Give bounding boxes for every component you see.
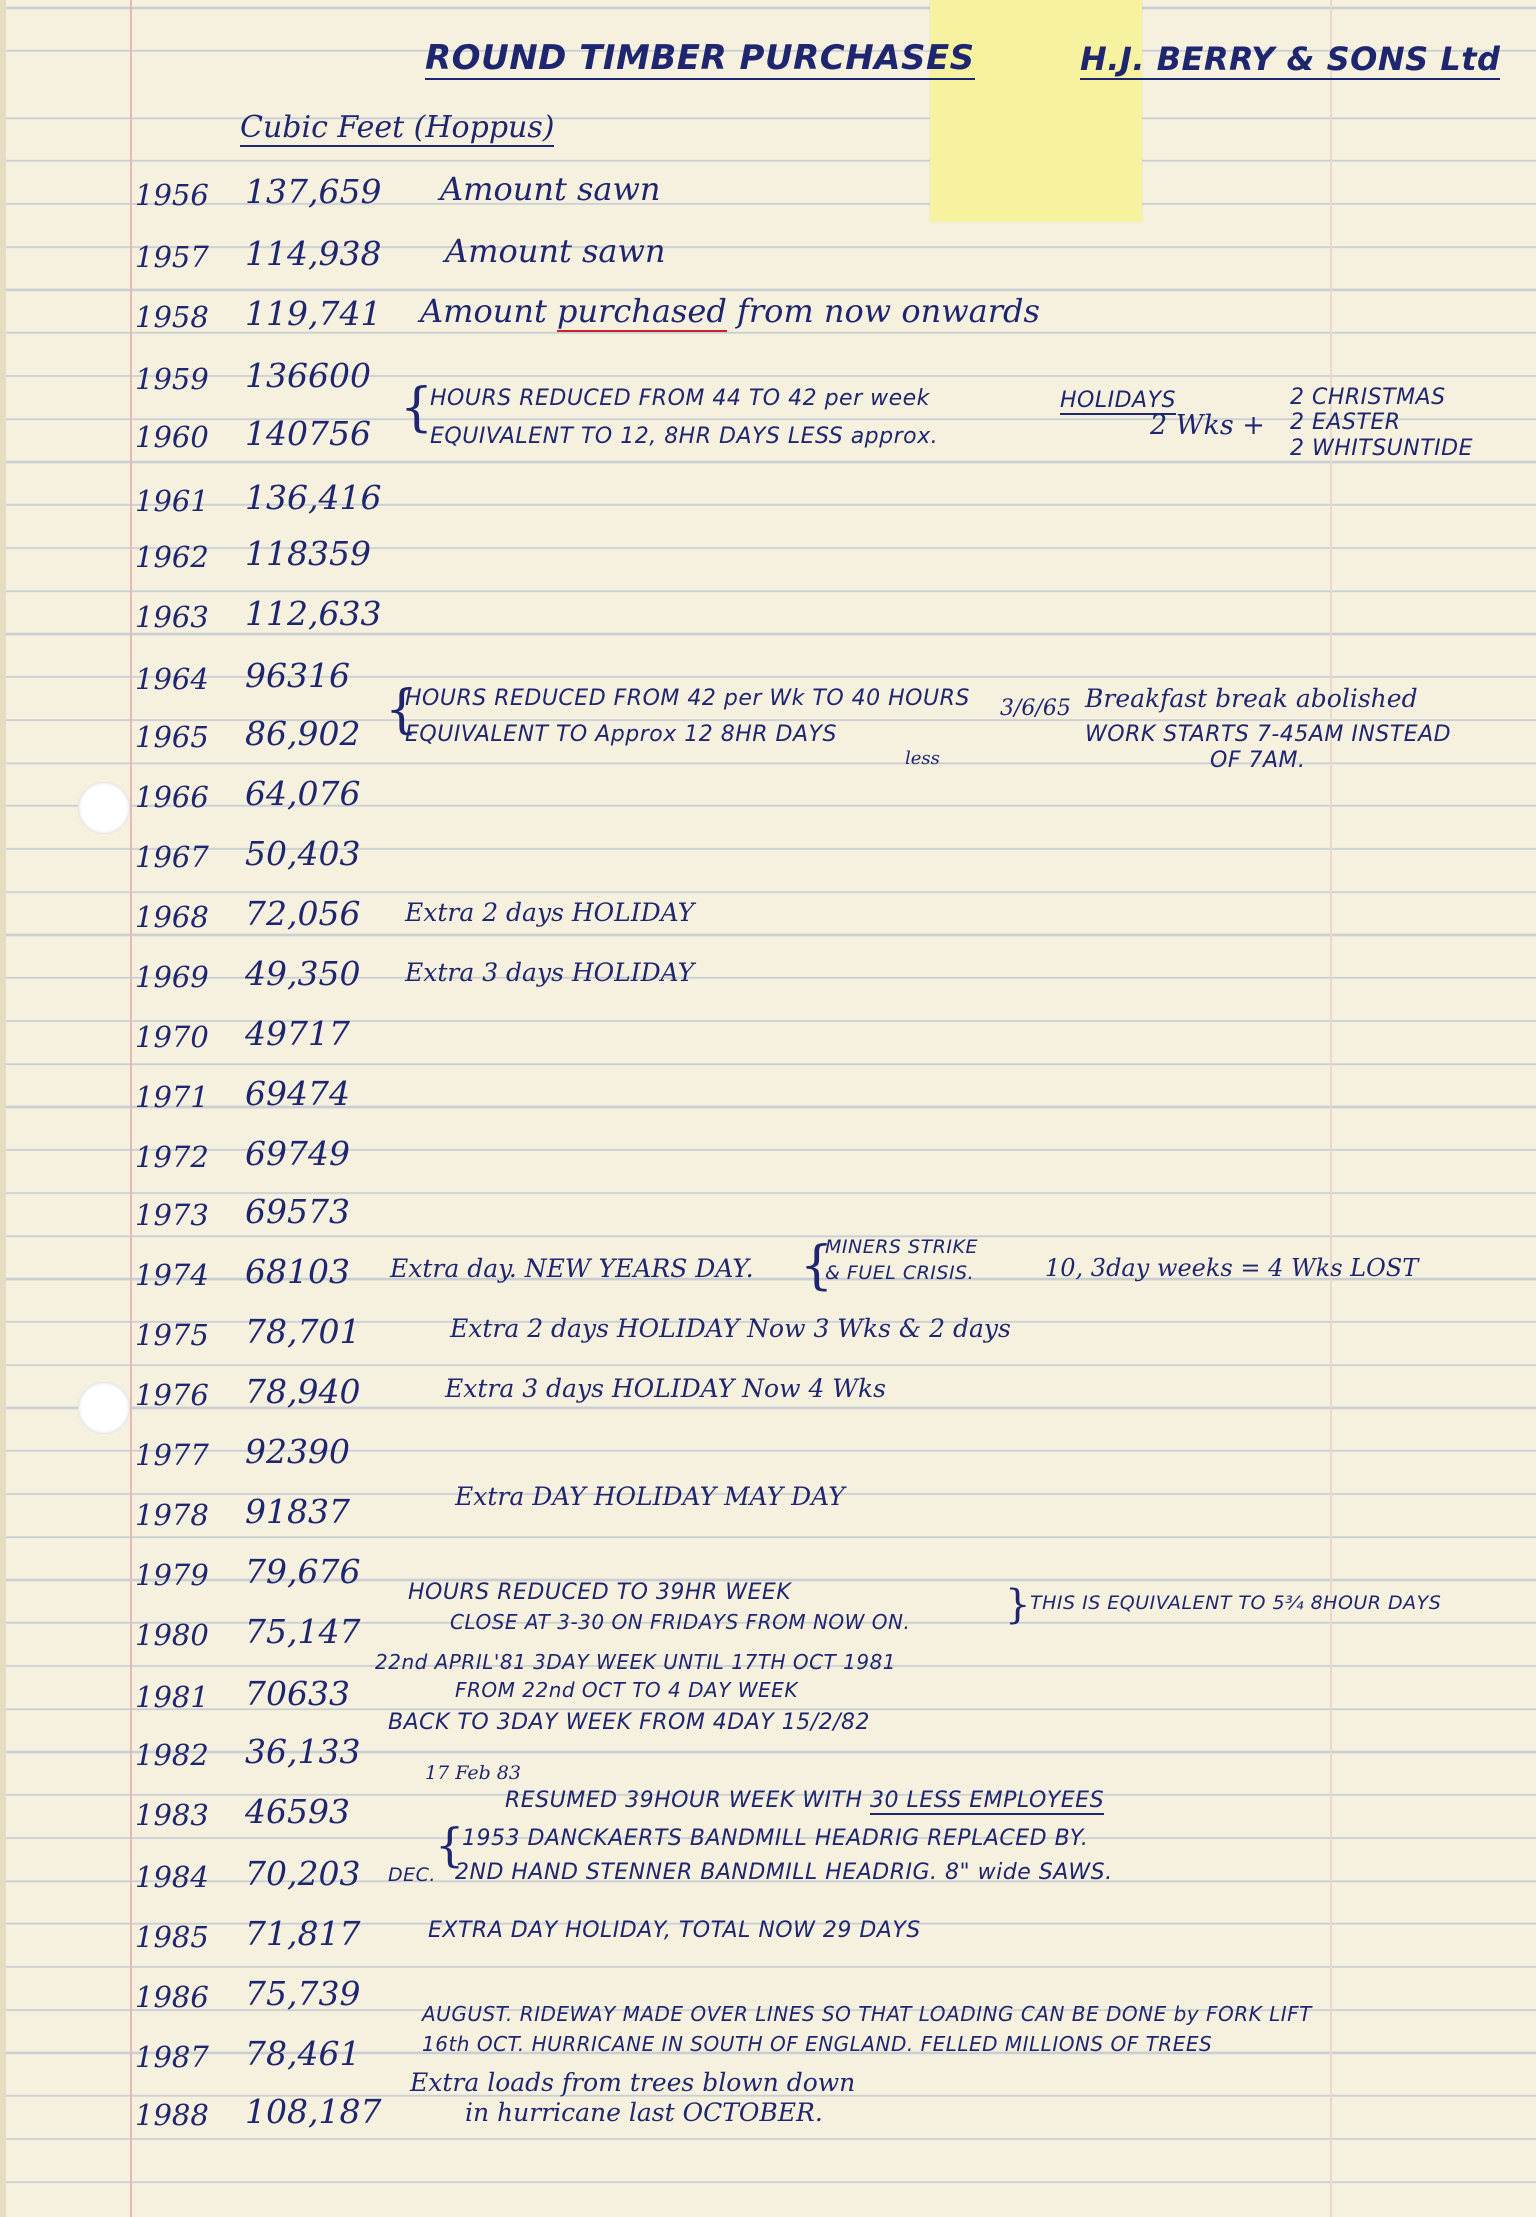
page-edge xyxy=(0,0,6,2217)
note-1965-start: OF 7AM. xyxy=(1210,748,1306,773)
timber-value: 140756 xyxy=(245,414,371,453)
year-label: 1962 xyxy=(135,540,209,574)
note-1984-dec: DEC. xyxy=(388,1864,436,1886)
note-1988-line1: Extra loads from trees blown down xyxy=(410,2068,856,2097)
holidays-whitsun: 2 WHITSUNTIDE xyxy=(1290,436,1474,461)
note-brace: { xyxy=(435,1818,465,1872)
timber-value: 112,633 xyxy=(245,594,382,633)
year-label: 1957 xyxy=(135,240,209,274)
year-label: 1987 xyxy=(135,2040,209,2074)
year-label: 1979 xyxy=(135,1558,209,1592)
year-label: 1984 xyxy=(135,1860,209,1894)
timber-value: 69573 xyxy=(245,1192,350,1231)
note-1982: BACK TO 3DAY WEEK FROM 4DAY 15/2/82 xyxy=(388,1710,871,1735)
year-label: 1967 xyxy=(135,840,209,874)
timber-value: 108,187 xyxy=(245,2092,382,2131)
note-1980-line2: CLOSE AT 3-30 ON FRIDAYS FROM NOW ON. xyxy=(450,1610,911,1634)
year-label: 1986 xyxy=(135,1980,209,2014)
note-1983-part: RESUMED 39HOUR WEEK WITH xyxy=(505,1788,870,1813)
year-label: 1959 xyxy=(135,362,209,396)
note-1965-line1: HOURS REDUCED FROM 42 per Wk TO 40 HOURS xyxy=(405,686,970,711)
year-label: 1968 xyxy=(135,900,209,934)
holidays-easter: 2 EASTER xyxy=(1290,410,1401,435)
note-brace: { xyxy=(800,1236,834,1296)
note-1974-a: Extra day. NEW YEARS DAY. xyxy=(390,1254,754,1283)
year-label: 1960 xyxy=(135,420,209,454)
timber-value: 70,203 xyxy=(245,1854,361,1893)
year-label: 1978 xyxy=(135,1498,209,1532)
year-label: 1969 xyxy=(135,960,209,994)
year-label: 1970 xyxy=(135,1020,209,1054)
year-label: 1956 xyxy=(135,178,209,212)
year-label: 1961 xyxy=(135,484,209,518)
note-1957: Amount sawn xyxy=(445,232,666,270)
note-1988-line2: in hurricane last OCTOBER. xyxy=(465,2098,823,2127)
left-margin-line xyxy=(130,0,132,2217)
punch-hole xyxy=(78,1382,130,1434)
timber-value: 75,739 xyxy=(245,1974,361,2013)
note-1965-less: less xyxy=(905,748,940,769)
page-title: ROUND TIMBER PURCHASES xyxy=(425,38,975,78)
timber-value: 69474 xyxy=(245,1074,350,1113)
timber-value: 49,350 xyxy=(245,954,361,993)
year-label: 1972 xyxy=(135,1140,209,1174)
right-margin-line xyxy=(1330,0,1332,2217)
note-1983-date: 17 Feb 83 xyxy=(425,1762,521,1784)
timber-value: 79,676 xyxy=(245,1552,361,1591)
timber-value: 69749 xyxy=(245,1134,350,1173)
holidays-christmas: 2 CHRISTMAS xyxy=(1290,385,1446,410)
timber-value: 118359 xyxy=(245,534,371,573)
punch-hole xyxy=(78,782,130,834)
note-1984-line2: 2ND HAND STENNER BANDMILL HEADRIG. 8" wide SAWS. xyxy=(455,1860,1113,1885)
note-1965-breakfast: Breakfast break abolished xyxy=(1085,684,1418,713)
timber-value: 72,056 xyxy=(245,894,361,933)
timber-value: 75,147 xyxy=(245,1612,361,1651)
note-1968: Extra 2 days HOLIDAY xyxy=(405,898,695,927)
holidays-label: HOLIDAYS xyxy=(1060,388,1176,413)
note-1958-part: from now onwards xyxy=(726,292,1040,330)
note-1983 xyxy=(505,1788,1104,1813)
year-label: 1981 xyxy=(135,1680,209,1714)
year-label: 1964 xyxy=(135,662,209,696)
year-label: 1985 xyxy=(135,1920,209,1954)
timber-value: 78,940 xyxy=(245,1372,361,1411)
year-label: 1958 xyxy=(135,300,209,334)
note-1958-underlined: purchased xyxy=(556,292,727,330)
year-label: 1983 xyxy=(135,1798,209,1832)
year-label: 1975 xyxy=(135,1318,209,1352)
note-1974-b1: MINERS STRIKE xyxy=(825,1236,978,1258)
note-1981-line2: FROM 22nd OCT TO 4 DAY WEEK xyxy=(455,1678,798,1702)
year-label: 1980 xyxy=(135,1618,209,1652)
timber-value: 78,461 xyxy=(245,2034,361,2073)
year-label: 1973 xyxy=(135,1198,209,1232)
timber-value: 78,701 xyxy=(245,1312,361,1351)
year-label: 1971 xyxy=(135,1080,209,1114)
holidays-weeks: 2 Wks + xyxy=(1150,410,1265,441)
note-1960-line1: HOURS REDUCED FROM 44 TO 42 per week xyxy=(430,386,930,411)
note-1965-line2: EQUIVALENT TO Approx 12 8HR DAYS xyxy=(405,722,837,747)
note-brace: { xyxy=(385,680,419,740)
year-label: 1974 xyxy=(135,1258,209,1292)
note-1980-line1: HOURS REDUCED TO 39HR WEEK xyxy=(408,1580,792,1605)
note-brace: { xyxy=(400,378,434,438)
note-1974-c: 10, 3day weeks = 4 Wks LOST xyxy=(1045,1254,1419,1282)
timber-value: 91837 xyxy=(245,1492,350,1531)
note-1974-b2: & FUEL CRISIS. xyxy=(825,1262,975,1284)
year-label: 1982 xyxy=(135,1738,209,1772)
timber-value: 68103 xyxy=(245,1252,350,1291)
note-1958-part: Amount xyxy=(420,292,557,330)
note-1987-line1: AUGUST. RIDEWAY MADE OVER LINES SO THAT LOADING CAN BE DONE by FORK LIFT xyxy=(422,2002,1312,2026)
note-1983-underlined: 30 LESS EMPLOYEES xyxy=(870,1788,1105,1813)
note-brace: } xyxy=(1005,1582,1031,1628)
year-label: 1977 xyxy=(135,1438,209,1472)
note-1965-start: WORK STARTS 7-45AM INSTEAD xyxy=(1085,722,1452,747)
year-label: 1963 xyxy=(135,600,209,634)
timber-value: 64,076 xyxy=(245,774,361,813)
note-1960-line2: EQUIVALENT TO 12, 8HR DAYS LESS approx. xyxy=(430,424,939,449)
year-label: 1965 xyxy=(135,720,209,754)
timber-value: 70633 xyxy=(245,1674,350,1713)
timber-value: 119,741 xyxy=(245,294,382,333)
timber-value: 96316 xyxy=(245,656,350,695)
note-1969: Extra 3 days HOLIDAY xyxy=(405,958,695,987)
timber-value: 71,817 xyxy=(245,1914,361,1953)
timber-value: 136,416 xyxy=(245,478,382,517)
timber-value: 114,938 xyxy=(245,234,382,273)
note-1984-line1: 1953 DANCKAERTS BANDMILL HEADRIG REPLACED BY. xyxy=(462,1826,1089,1851)
timber-value: 50,403 xyxy=(245,834,361,873)
note-1956: Amount sawn xyxy=(440,170,661,208)
note-1958 xyxy=(420,292,1040,330)
company-name: H.J. BERRY & SONS Ltd xyxy=(1080,40,1501,78)
note-1985: EXTRA DAY HOLIDAY, TOTAL NOW 29 DAYS xyxy=(428,1918,921,1943)
year-label: 1966 xyxy=(135,780,209,814)
timber-value: 46593 xyxy=(245,1792,350,1831)
timber-value: 92390 xyxy=(245,1432,350,1471)
note-1980-equiv: THIS IS EQUIVALENT TO 5¾ 8HOUR DAYS xyxy=(1030,1592,1442,1614)
note-1976: Extra 3 days HOLIDAY Now 4 Wks xyxy=(445,1374,886,1403)
note-1987-line2: 16th OCT. HURRICANE IN SOUTH OF ENGLAND. FELLED MILLIONS OF TREES xyxy=(422,2032,1213,2056)
timber-value: 36,133 xyxy=(245,1732,361,1771)
timber-value: 136600 xyxy=(245,356,371,395)
timber-value: 137,659 xyxy=(245,172,382,211)
note-1981-line1: 22nd APRIL'81 3DAY WEEK UNTIL 17TH OCT 1981 xyxy=(375,1650,897,1674)
note-1975: Extra 2 days HOLIDAY Now 3 Wks & 2 days xyxy=(450,1314,1011,1343)
sticky-note xyxy=(930,0,1142,222)
year-label: 1976 xyxy=(135,1378,209,1412)
year-label: 1988 xyxy=(135,2098,209,2132)
units-heading: Cubic Feet (Hoppus) xyxy=(240,110,555,145)
note-1978: Extra DAY HOLIDAY MAY DAY xyxy=(455,1482,845,1511)
timber-value: 86,902 xyxy=(245,714,361,753)
note-1965-date: 3/6/65 xyxy=(1000,696,1071,721)
timber-value: 49717 xyxy=(245,1014,350,1053)
